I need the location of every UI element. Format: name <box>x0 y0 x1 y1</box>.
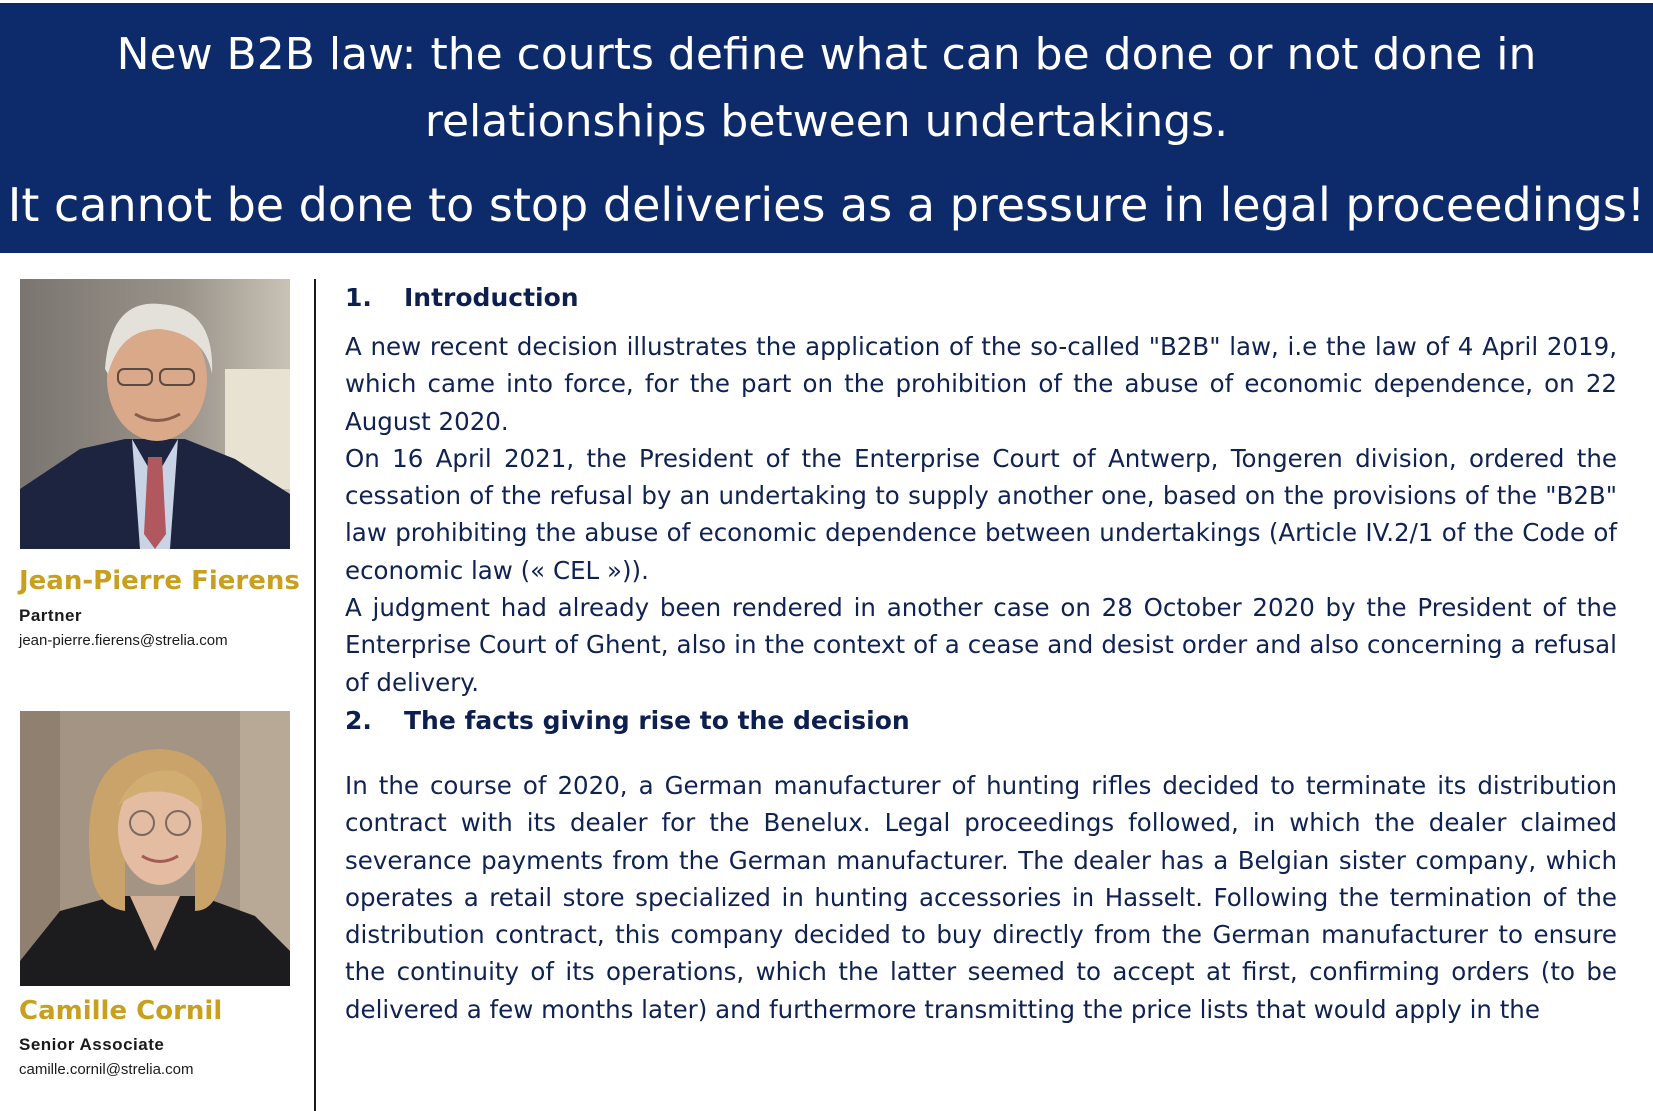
author-role: Partner <box>19 606 83 625</box>
paragraph: A new recent decision illustrates the application of the so-called "B2B" law, i.e the law of 4 April 2019, which came into force, for the part on the prohibition of the abuse of economic dependence, on 22 August 2020. <box>345 332 1617 436</box>
paragraph: On 16 April 2021, the President of the Enterprise Court of Antwerp, Tongeren division, ordered the cessation of the refusal by an undertaking to supply another one, based on the provisions of the "B2B" law prohibiting the abuse of economic dependence between undertakings (Article IV.2/1 of the Code of economic law (« CEL »)). <box>345 443 1617 585</box>
paragraph: A judgment had already been rendered in another case on 28 October 2020 by the President of the Enterprise Court of Ghent, also in the context of a cease and desist order and also concerning a refusal of delivery. <box>345 593 1617 697</box>
title-line-2: relationships between undertakings. <box>424 96 1229 147</box>
author-name: Jean-Pierre Fierens <box>19 566 300 596</box>
author-name: Camille Cornil <box>19 996 223 1026</box>
title-line-1: New B2B law: the courts define what can be done or not done in <box>116 29 1537 80</box>
author-email[interactable]: camille.cornil@strelia.com <box>19 1061 194 1078</box>
title-banner <box>0 3 1653 253</box>
author-photo-jean-pierre-fierens <box>20 279 290 549</box>
article-body <box>345 278 1617 1028</box>
column-divider <box>314 279 316 1111</box>
section-number: 1. <box>345 283 372 312</box>
section-title: The facts giving rise to the decision <box>404 705 910 735</box>
paragraph: In the course of 2020, a German manufacturer of hunting rifles decided to terminate its distribution contract with its dealer for the Benelux. Legal proceedings followed, in which the dealer claimed severance payments from the German manufacturer. The dealer has a Belgian sister company, which operates a retail store specialized in hunting accessories in Hasselt. Following the termination of the distribution contract, this company decided to buy directly from the German manufacturer to ensure the continuity of its operations, which the latter seemed to accept at first, confirming orders (to be delivered a few months later) and furthermore transmitting the price lists that would apply in the <box>345 770 1617 1024</box>
section-heading-facts <box>345 701 1617 741</box>
author-role: Senior Associate <box>19 1035 165 1054</box>
author-photo-camille-cornil <box>20 711 290 986</box>
subtitle-line: It cannot be done to stop deliveries as a pressure in legal proceedings! <box>7 178 1646 232</box>
author-email[interactable]: jean-pierre.fierens@strelia.com <box>19 632 228 649</box>
section-number: 2. <box>345 705 372 735</box>
section-heading-introduction <box>345 278 1617 318</box>
section-title: Introduction <box>404 283 579 312</box>
